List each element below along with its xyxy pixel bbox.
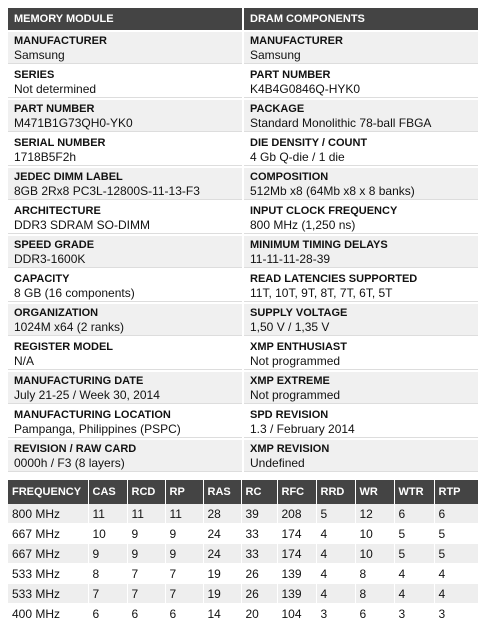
timings-cell: 7 <box>165 564 203 584</box>
timings-column-header: RFC <box>277 480 316 504</box>
memory-module-field-label: JEDEC DIMM LABEL <box>14 171 123 183</box>
timings-cell: 3 <box>316 604 355 624</box>
timings-cell: 24 <box>203 544 241 564</box>
timings-cell: 139 <box>277 564 316 584</box>
memory-module-field-value: July 21-25 / Week 30, 2014 <box>14 388 160 402</box>
timings-row <box>8 564 478 584</box>
dram-components-panel <box>244 8 478 472</box>
memory-module-field-label: CAPACITY <box>14 273 70 285</box>
memory-module-header: MEMORY MODULE <box>8 8 242 30</box>
dram-component-field <box>244 32 478 64</box>
memory-module-field-label: MANUFACTURING DATE <box>14 375 144 387</box>
memory-module-field <box>8 202 242 234</box>
timings-row <box>8 524 478 544</box>
memory-module-field-label: ORGANIZATION <box>14 307 99 319</box>
dram-component-field <box>244 304 478 336</box>
memory-module-field <box>8 134 242 166</box>
timings-row <box>8 544 478 564</box>
timings-cell: 9 <box>127 524 165 544</box>
timings-cell: 533 MHz <box>8 564 88 584</box>
memory-module-field <box>8 100 242 132</box>
timings-cell: 7 <box>127 564 165 584</box>
timings-header-row <box>8 480 478 504</box>
memory-module-field-label: SERIES <box>14 69 55 81</box>
timings-cell: 667 MHz <box>8 544 88 564</box>
memory-module-field-value: 1718B5F2h <box>14 150 77 164</box>
memory-module-field <box>8 338 242 370</box>
memory-module-field-value: Not determined <box>14 82 97 96</box>
timings-cell: 20 <box>241 604 277 624</box>
dram-component-field <box>244 236 478 268</box>
memory-module-field-label: MANUFACTURING LOCATION <box>14 409 171 421</box>
timings-body <box>8 504 478 624</box>
timings-cell: 6 <box>165 604 203 624</box>
dram-component-field <box>244 372 478 404</box>
timings-cell: 7 <box>127 584 165 604</box>
dram-component-field-value: 1.3 / February 2014 <box>250 422 355 436</box>
timings-column-header: RAS <box>203 480 241 504</box>
dram-component-field <box>244 338 478 370</box>
timings-column-header: FREQUENCY <box>8 480 88 504</box>
memory-module-field-label: SERIAL NUMBER <box>14 137 106 149</box>
timings-cell: 4 <box>434 584 478 604</box>
timings-cell: 6 <box>127 604 165 624</box>
memory-module-field-label: PART NUMBER <box>14 103 95 115</box>
memory-module-field-label: REVISION / RAW CARD <box>14 443 137 455</box>
memory-module-field-value: DDR3-1600K <box>14 252 86 266</box>
dram-component-field <box>244 406 478 438</box>
timings-cell: 4 <box>394 564 434 584</box>
memory-module-field-value: M471B1G73QH0-YK0 <box>14 116 133 130</box>
timings-cell: 4 <box>394 584 434 604</box>
dram-component-field-value: 512Mb x8 (64Mb x8 x 8 banks) <box>250 184 415 198</box>
timings-cell: 5 <box>394 524 434 544</box>
dram-components-header: DRAM COMPONENTS <box>244 8 478 30</box>
dram-component-field-value: Samsung <box>250 48 301 62</box>
timings-cell: 533 MHz <box>8 584 88 604</box>
timings-cell: 9 <box>165 524 203 544</box>
dram-component-field <box>244 440 478 472</box>
dram-component-field <box>244 100 478 132</box>
memory-module-panel <box>8 8 242 472</box>
memory-module-field <box>8 168 242 200</box>
timings-cell: 4 <box>316 564 355 584</box>
timings-cell: 11 <box>88 504 127 524</box>
memory-module-field <box>8 236 242 268</box>
memory-module-field-value: Pampanga, Philippines (PSPC) <box>14 422 181 436</box>
dram-component-field-label: DIE DENSITY / COUNT <box>250 137 368 149</box>
timings-cell: 5 <box>394 544 434 564</box>
memory-module-field <box>8 304 242 336</box>
dram-component-field <box>244 66 478 98</box>
dram-component-field-label: SPD REVISION <box>250 409 329 421</box>
timings-cell: 7 <box>88 584 127 604</box>
timings-cell: 14 <box>203 604 241 624</box>
timings-column-header: WR <box>355 480 394 504</box>
dram-component-field-value: 800 MHz (1,250 ns) <box>250 218 356 232</box>
timings-table <box>8 480 478 624</box>
timings-cell: 6 <box>88 604 127 624</box>
timings-cell: 4 <box>316 544 355 564</box>
timings-row <box>8 584 478 604</box>
dram-component-field-value: K4B4G0846Q-HYK0 <box>250 82 361 96</box>
memory-module-field <box>8 406 242 438</box>
timings-cell: 33 <box>241 524 277 544</box>
dram-component-field-value: 11T, 10T, 9T, 8T, 7T, 6T, 5T <box>250 286 393 300</box>
timings-cell: 5 <box>434 524 478 544</box>
timings-cell: 19 <box>203 584 241 604</box>
timings-cell: 8 <box>88 564 127 584</box>
dram-component-field-value: Undefined <box>250 456 305 470</box>
timings-cell: 174 <box>277 524 316 544</box>
dram-component-field <box>244 270 478 302</box>
timings-cell: 6 <box>394 504 434 524</box>
timings-cell: 6 <box>355 604 394 624</box>
info-columns <box>8 8 478 472</box>
timings-cell: 4 <box>316 584 355 604</box>
memory-module-field <box>8 66 242 98</box>
timings-cell: 8 <box>355 584 394 604</box>
dram-component-field <box>244 202 478 234</box>
dram-component-field-value: Not programmed <box>250 354 341 368</box>
timings-cell: 208 <box>277 504 316 524</box>
timings-cell: 10 <box>355 524 394 544</box>
timings-cell: 3 <box>434 604 478 624</box>
timings-cell: 26 <box>241 564 277 584</box>
timings-cell: 174 <box>277 544 316 564</box>
memory-module-field <box>8 372 242 404</box>
timings-cell: 9 <box>127 544 165 564</box>
timings-cell: 8 <box>355 564 394 584</box>
memory-module-field-value: 1024M x64 (2 ranks) <box>14 320 125 334</box>
dram-component-field-label: INPUT CLOCK FREQUENCY <box>250 205 398 217</box>
timings-cell: 19 <box>203 564 241 584</box>
timings-cell: 6 <box>434 504 478 524</box>
memory-module-field <box>8 32 242 64</box>
timings-cell: 400 MHz <box>8 604 88 624</box>
timings-cell: 5 <box>316 504 355 524</box>
dram-component-field-value: 1,50 V / 1,35 V <box>250 320 330 334</box>
dram-component-field-label: XMP EXTREME <box>250 375 330 387</box>
dram-component-field-label: PACKAGE <box>250 103 305 115</box>
dram-component-field-label: COMPOSITION <box>250 171 329 183</box>
memory-module-field-label: ARCHITECTURE <box>14 205 101 217</box>
memory-module-field-value: Samsung <box>14 48 65 62</box>
memory-module-field <box>8 440 242 472</box>
dram-components-fields <box>244 32 478 472</box>
timings-cell: 10 <box>355 544 394 564</box>
timings-column-header: RRD <box>316 480 355 504</box>
memory-module-field <box>8 270 242 302</box>
dram-component-field-value: 4 Gb Q-die / 1 die <box>250 150 345 164</box>
timings-column-header: RP <box>165 480 203 504</box>
timings-cell: 28 <box>203 504 241 524</box>
timings-column-header: RTP <box>434 480 478 504</box>
memory-module-field-value: 8 GB (16 components) <box>14 286 135 300</box>
timings-cell: 104 <box>277 604 316 624</box>
timings-cell: 139 <box>277 584 316 604</box>
dram-component-field-label: SUPPLY VOLTAGE <box>250 307 348 319</box>
memory-module-field-value: N/A <box>14 354 35 368</box>
timings-cell: 5 <box>434 544 478 564</box>
memory-module-field-value: 8GB 2Rx8 PC3L-12800S-11-13-F3 <box>14 184 200 198</box>
timings-column-header: CAS <box>88 480 127 504</box>
timings-row <box>8 604 478 624</box>
dram-component-field-label: MINIMUM TIMING DELAYS <box>250 239 388 251</box>
memory-module-field-label: REGISTER MODEL <box>14 341 114 353</box>
timings-row <box>8 504 478 524</box>
timings-cell: 4 <box>316 524 355 544</box>
timings-cell: 11 <box>165 504 203 524</box>
memory-module-field-label: MANUFACTURER <box>14 35 107 47</box>
timings-cell: 33 <box>241 544 277 564</box>
dram-component-field-label: MANUFACTURER <box>250 35 343 47</box>
dram-component-field-value: Standard Monolithic 78-ball FBGA <box>250 116 432 130</box>
dram-component-field <box>244 168 478 200</box>
timings-column-header: WTR <box>394 480 434 504</box>
timings-cell: 10 <box>88 524 127 544</box>
timings-cell: 26 <box>241 584 277 604</box>
dram-component-field <box>244 134 478 166</box>
timings-cell: 39 <box>241 504 277 524</box>
dram-component-field-label: READ LATENCIES SUPPORTED <box>250 273 418 285</box>
dram-component-field-label: PART NUMBER <box>250 69 331 81</box>
timings-cell: 667 MHz <box>8 524 88 544</box>
spd-info-sheet <box>8 8 478 624</box>
timings-cell: 3 <box>394 604 434 624</box>
memory-module-fields <box>8 32 242 472</box>
timings-cell: 24 <box>203 524 241 544</box>
dram-component-field-label: XMP ENTHUSIAST <box>250 341 347 353</box>
timings-cell: 9 <box>165 544 203 564</box>
timings-cell: 800 MHz <box>8 504 88 524</box>
timings-cell: 7 <box>165 584 203 604</box>
dram-component-field-value: 11-11-11-28-39 <box>250 252 331 266</box>
memory-module-field-label: SPEED GRADE <box>14 239 95 251</box>
timings-cell: 12 <box>355 504 394 524</box>
dram-component-field-value: Not programmed <box>250 388 341 402</box>
memory-module-field-value: DDR3 SDRAM SO-DIMM <box>14 218 151 232</box>
timings-cell: 9 <box>88 544 127 564</box>
timings-cell: 4 <box>434 564 478 584</box>
timings-cell: 11 <box>127 504 165 524</box>
memory-module-field-value: 0000h / F3 (8 layers) <box>14 456 125 470</box>
dram-component-field-label: XMP REVISION <box>250 443 330 455</box>
timings-column-header: RC <box>241 480 277 504</box>
timings-column-header: RCD <box>127 480 165 504</box>
